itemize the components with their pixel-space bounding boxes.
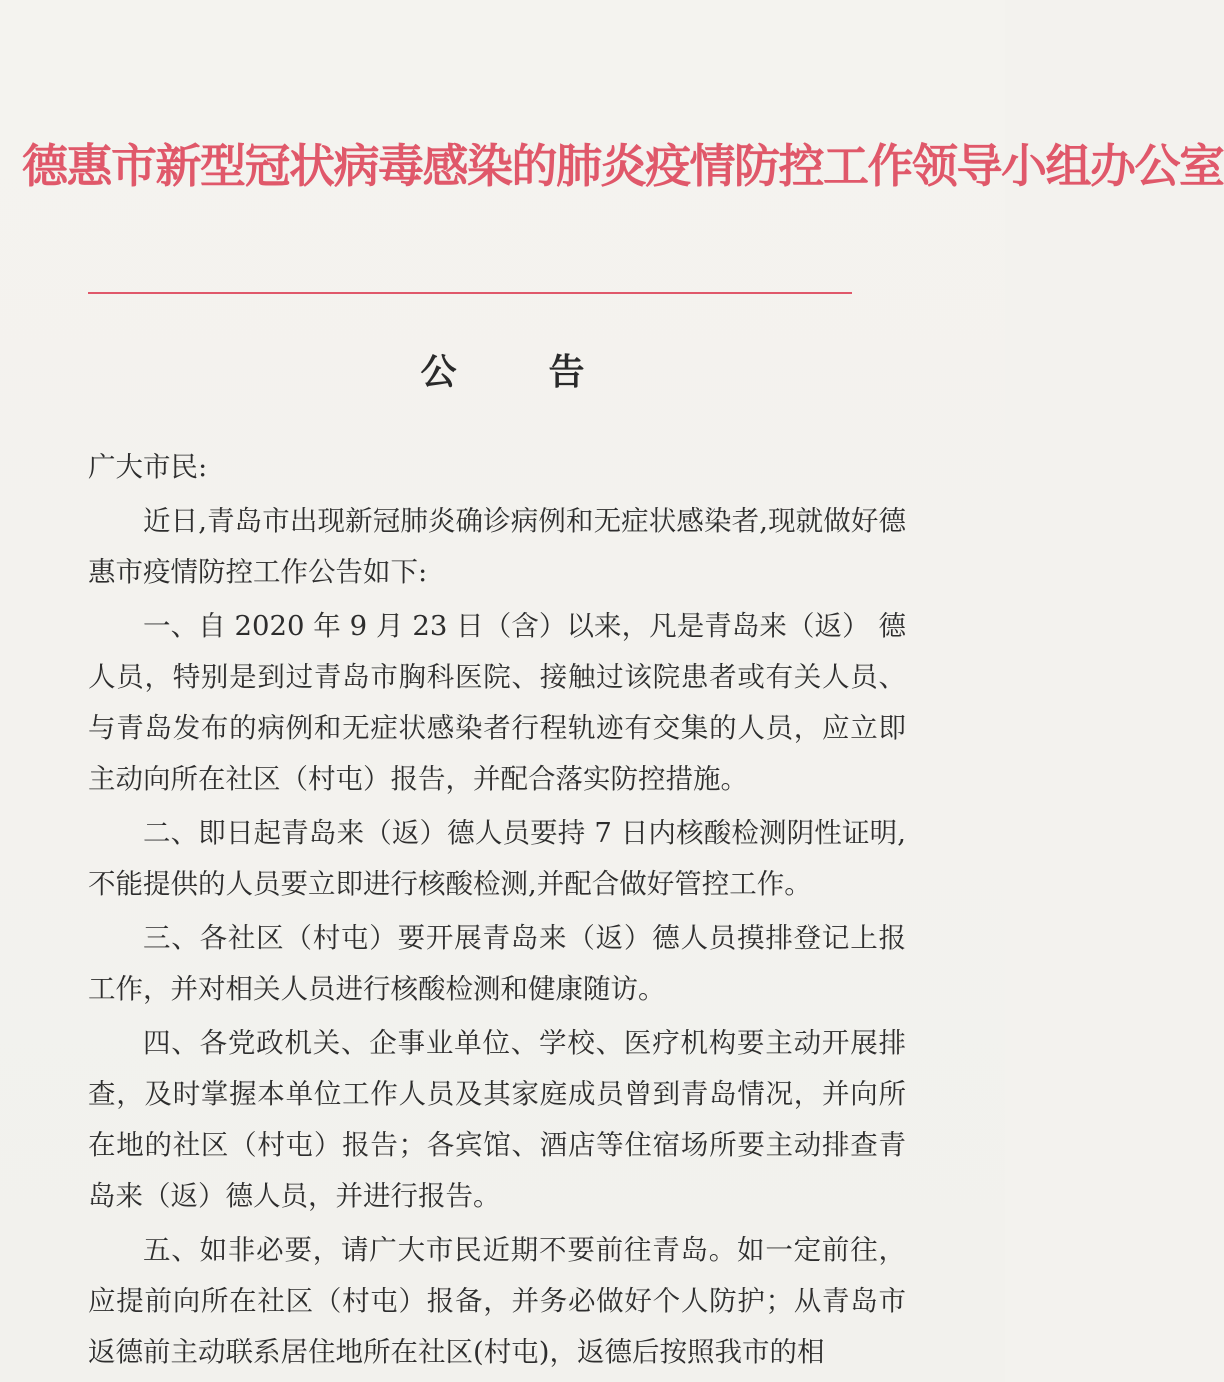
paragraph-intro: 近日,青岛市出现新冠肺炎确诊病例和无症状感染者,现就做好德惠市疫情防控工作公告如下: <box>88 505 906 588</box>
salutation: 广大市民: <box>88 451 208 483</box>
paragraph-item-3: 三、各社区（村屯）要开展青岛来（返）德人员摸排登记上报工作，并对相关人员进行核酸检测和健康随访。 <box>88 922 906 1005</box>
paragraph-item-5: 五、如非必要，请广大市民近期不要前往青岛。如一定前往，应提前向所在社区（村屯）报备，并务必做好个人防护；从青岛市返德前主动联系居住地所在社区(村屯)，返德后按照我市的相 <box>88 1234 906 1368</box>
document-title: 公告 <box>420 351 677 393</box>
issuing-office-header: 德惠市新型冠状病毒感染的肺炎疫情防控工作领导小组办公室 <box>22 139 1224 193</box>
document-body <box>88 442 906 1378</box>
paragraph-item-1: 一、自 2020 年 9 月 23 日（含）以来，凡是青岛来（返） 德人员，特别是到过青岛市胸科医院、接触过该院患者或有关人员、与青岛发布的病例和无症状感染者行程轨迹有交集的人员，应立即主动向所在社区（村屯）报告，并配合落实防控措施。 <box>88 610 906 795</box>
red-separator-line <box>88 292 852 294</box>
paragraph-item-4: 四、各党政机关、企事业单位、学校、医疗机构要主动开展排查，及时掌握本单位工作人员及其家庭成员曾到青岛情况，并向所在地的社区（村屯）报告；各宾馆、酒店等住宿场所要主动排查青岛来（返）德人员，并进行报告。 <box>88 1027 906 1212</box>
paragraph-item-2: 二、即日起青岛来（返）德人员要持 7 日内核酸检测阴性证明,不能提供的人员要立即进行核酸检测,并配合做好管控工作。 <box>88 817 906 900</box>
